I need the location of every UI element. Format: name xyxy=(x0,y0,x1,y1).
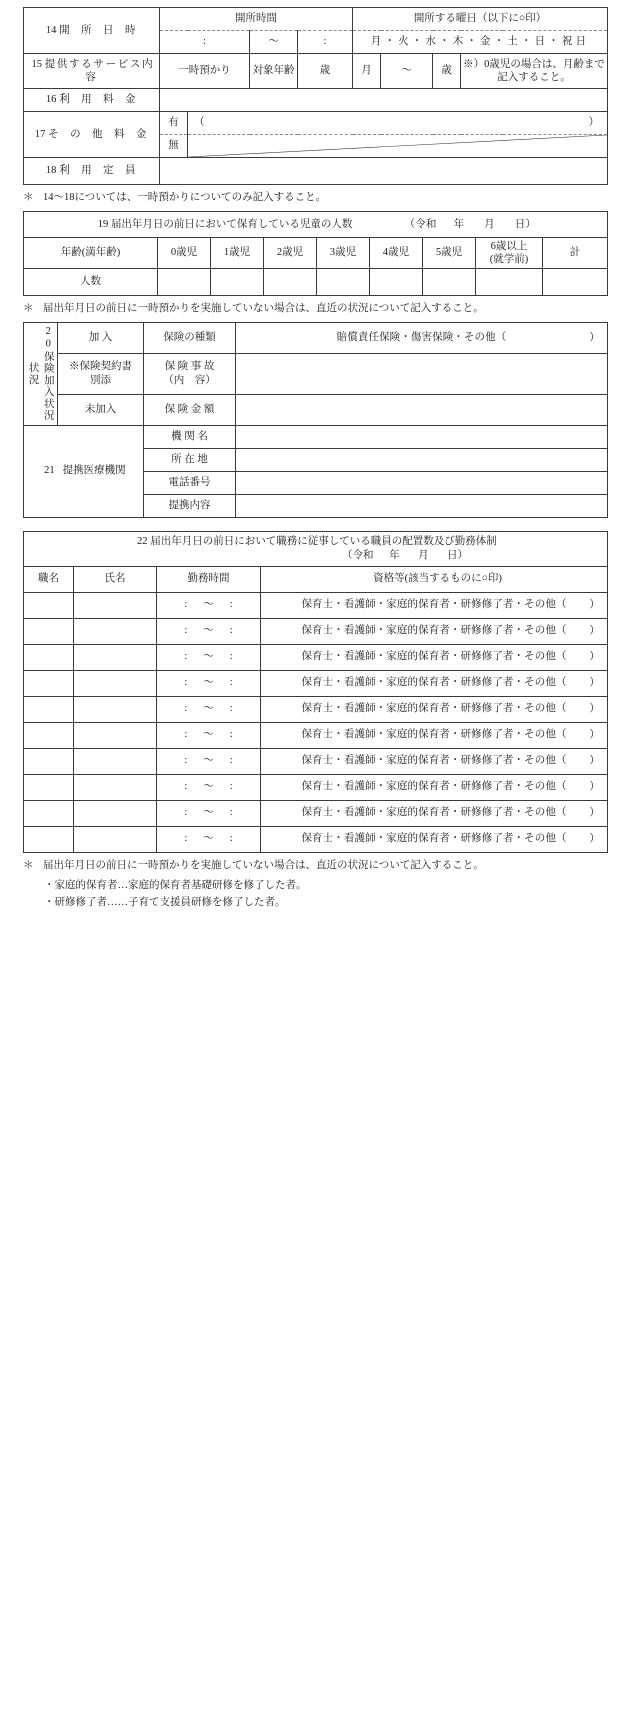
col-total: 計 xyxy=(543,237,608,268)
row-22-title xyxy=(24,531,608,566)
staff-work-hours-cell[interactable] xyxy=(157,592,261,618)
open-time-separator: ～ xyxy=(250,31,298,54)
staff-job-title-cell[interactable] xyxy=(24,826,74,852)
col-work-hours: 勤務時間 xyxy=(157,566,261,592)
target-age-year-from[interactable]: 歳 xyxy=(298,54,353,89)
target-age-label: 対象年齢 xyxy=(250,54,298,89)
staff-work-hours-cell[interactable] xyxy=(157,774,261,800)
staff-qualification-cell[interactable] xyxy=(261,670,608,696)
qualification-options: 保育士・看護師・家庭的保育者・研修修了者・その他（ xyxy=(301,755,567,767)
open-time-end[interactable]: : xyxy=(298,31,353,54)
open-hours-header: 開所時間 xyxy=(160,8,353,31)
other-fee-none-value xyxy=(188,135,608,158)
staff-work-hours-cell[interactable] xyxy=(157,696,261,722)
clinic-address-value[interactable] xyxy=(236,448,608,471)
other-fee-none-label: 無 xyxy=(160,135,188,158)
table-sections-20-21 xyxy=(23,322,608,518)
col-age-4: 4歳児 xyxy=(370,237,423,268)
work-time-separator: ～ xyxy=(203,677,214,689)
qualification-options: 保育士・看護師・家庭的保育者・研修修了者・その他（ xyxy=(301,807,567,819)
qualification-paren-close: ） xyxy=(589,703,600,715)
work-time-start: : xyxy=(184,781,188,793)
staff-qualification-cell[interactable] xyxy=(261,696,608,722)
work-time-start: : xyxy=(184,729,188,741)
insurance-joined-label[interactable]: 加 入 xyxy=(58,322,144,353)
table-row xyxy=(24,696,608,722)
star-icon-2: ＊ xyxy=(23,302,34,314)
work-time-end: : xyxy=(229,781,233,793)
count-age-4[interactable] xyxy=(370,268,423,295)
count-age-2[interactable] xyxy=(264,268,317,295)
table-row xyxy=(24,800,608,826)
staff-job-title-cell[interactable] xyxy=(24,592,74,618)
staff-qualification-cell[interactable] xyxy=(261,722,608,748)
table-row xyxy=(24,826,608,852)
insurance-kind-value[interactable]: 賠償責任保険・傷害保険・その他（ ） xyxy=(236,322,608,353)
qualification-options: 保育士・看護師・家庭的保育者・研修修了者・その他（ xyxy=(301,677,567,689)
count-age-6plus[interactable] xyxy=(476,268,543,295)
qualification-paren-close: ） xyxy=(589,781,600,793)
row-15 xyxy=(24,54,608,89)
col-age-1: 1歳児 xyxy=(211,237,264,268)
staff-name-cell[interactable] xyxy=(74,592,157,618)
qualification-paren-close: ） xyxy=(589,729,600,741)
star-icon: ＊ xyxy=(23,192,34,203)
qualification-options: 保育士・看護師・家庭的保育者・研修修了者・その他（ xyxy=(301,625,567,637)
work-time-end: : xyxy=(229,651,233,663)
staff-qualification-cell[interactable] xyxy=(261,644,608,670)
work-time-end: : xyxy=(229,729,233,741)
work-time-separator: ～ xyxy=(203,807,214,819)
staff-qualification-cell[interactable] xyxy=(261,800,608,826)
target-age-month-from[interactable]: 月 xyxy=(353,54,381,89)
count-total[interactable] xyxy=(543,268,608,295)
clinic-name-value[interactable] xyxy=(236,425,608,448)
paren-open: （ xyxy=(194,117,205,129)
work-time-start: : xyxy=(184,599,188,611)
top-spacer xyxy=(23,0,607,7)
insurance-not-joined-label[interactable]: 未加入 xyxy=(58,394,144,425)
staff-qualification-cell[interactable] xyxy=(261,826,608,852)
staff-work-hours-cell[interactable] xyxy=(157,722,261,748)
table-row xyxy=(24,644,608,670)
work-time-separator: ～ xyxy=(203,703,214,715)
staff-qualification-cell[interactable] xyxy=(261,774,608,800)
open-time-start[interactable]: : xyxy=(160,31,250,54)
table-sections-14-18 xyxy=(23,7,608,185)
work-time-start: : xyxy=(184,703,188,715)
work-time-separator: ～ xyxy=(203,755,214,767)
work-time-separator: ～ xyxy=(203,651,214,663)
clinic-address-label: 所 在 地 xyxy=(144,448,236,471)
table-row xyxy=(24,748,608,774)
insurance-accident-label: 保 険 事 故 （内 容） xyxy=(144,353,236,394)
work-time-end: : xyxy=(229,677,233,689)
row-20-kind xyxy=(24,322,608,353)
qualification-options: 保育士・看護師・家庭的保育者・研修修了者・その他（ xyxy=(301,703,567,715)
qualification-options: 保育士・看護師・家庭的保育者・研修修了者・その他（ xyxy=(301,781,567,793)
paren-close: ） xyxy=(588,117,600,129)
work-time-separator: ～ xyxy=(203,729,214,741)
row-14-header xyxy=(24,8,608,31)
row-22-columns xyxy=(24,566,608,592)
star-icon-3: ＊ xyxy=(23,859,34,871)
count-row-label: 人数 xyxy=(24,268,158,295)
staff-job-title-cell[interactable] xyxy=(24,800,74,826)
service-type-value[interactable]: 一時預かり xyxy=(160,54,250,89)
usage-fee-value[interactable] xyxy=(160,89,608,112)
staff-job-title-cell[interactable] xyxy=(24,774,74,800)
label-18: 18 利 用 定 員 xyxy=(24,158,160,185)
clinic-phone-label: 電話番号 xyxy=(144,471,236,494)
qualification-options: 保育士・看護師・家庭的保育者・研修修了者・その他（ xyxy=(301,599,567,611)
count-age-5[interactable] xyxy=(423,268,476,295)
label-20-col-b: 20保険加入状況 xyxy=(42,325,54,422)
staff-name-cell[interactable] xyxy=(74,722,157,748)
staff-name-cell[interactable] xyxy=(74,644,157,670)
count-age-1[interactable] xyxy=(211,268,264,295)
work-time-start: : xyxy=(184,807,188,819)
row-20-accident xyxy=(24,353,608,394)
count-age-3[interactable] xyxy=(317,268,370,295)
clinic-content-value[interactable] xyxy=(236,494,608,517)
staff-work-hours-cell[interactable] xyxy=(157,644,261,670)
work-time-start: : xyxy=(184,651,188,663)
label-14: 14 開 所 日 時 xyxy=(24,8,160,54)
table-row xyxy=(24,618,608,644)
work-time-end: : xyxy=(229,599,233,611)
table-section-22 xyxy=(23,531,608,853)
work-time-separator: ～ xyxy=(203,625,214,637)
staff-name-cell[interactable] xyxy=(74,618,157,644)
col-job-title: 職名 xyxy=(24,566,74,592)
note-3: ＊ 届出年月日の前日に一時預かりを実施していない場合は、直近の状況について記入すること。 xyxy=(23,858,607,874)
other-fee-has-value[interactable] xyxy=(188,112,608,135)
work-time-separator: ～ xyxy=(203,599,214,611)
note-3-sub-2: ・研修修了者……子育て支援員研修を修了した者。 xyxy=(44,896,286,908)
clinic-content-label: 提携内容 xyxy=(144,494,236,517)
row-16 xyxy=(24,89,608,112)
work-time-end: : xyxy=(229,833,233,845)
table-row xyxy=(24,774,608,800)
work-time-start: : xyxy=(184,625,188,637)
staff-job-title-cell[interactable] xyxy=(24,670,74,696)
note-1: ＊ 14～18については、一時預かりについてのみ記入すること。 xyxy=(23,190,607,206)
work-time-start: : xyxy=(184,755,188,767)
insurance-accident-value[interactable] xyxy=(236,353,608,394)
qualification-paren-close: ） xyxy=(589,677,600,689)
row-21-org-name xyxy=(24,425,608,448)
staff-name-cell[interactable] xyxy=(74,748,157,774)
target-age-range-sep: ～ xyxy=(381,54,433,89)
insurance-kind-label: 保険の種類 xyxy=(144,322,236,353)
label-21: 21 提携医療機関 xyxy=(24,425,144,517)
staff-job-title-cell[interactable] xyxy=(24,722,74,748)
row-20-amount xyxy=(24,394,608,425)
staff-work-hours-cell[interactable] xyxy=(157,748,261,774)
qualification-options: 保育士・看護師・家庭的保育者・研修修了者・その他（ xyxy=(301,651,567,663)
col-age-5: 5歳児 xyxy=(423,237,476,268)
staff-job-title-cell[interactable] xyxy=(24,748,74,774)
spacer-before-22 xyxy=(23,518,607,531)
qualification-paren-close: ） xyxy=(589,755,600,767)
staff-name-cell[interactable] xyxy=(74,774,157,800)
staff-job-title-cell[interactable] xyxy=(24,696,74,722)
col-age-3: 3歳児 xyxy=(317,237,370,268)
work-time-start: : xyxy=(184,833,188,845)
qualification-paren-close: ） xyxy=(589,651,600,663)
age-row-header: 年齢(満年齢) xyxy=(24,237,158,268)
staff-name-cell[interactable] xyxy=(74,696,157,722)
capacity-value[interactable] xyxy=(160,158,608,185)
work-time-end: : xyxy=(229,703,233,715)
note-2: ＊ 届出年月日の前日に一時預かりを実施していない場合は、直近の状況について記入すること。 xyxy=(23,301,607,317)
other-fee-has-label: 有 xyxy=(160,112,188,135)
insurance-kind-paren-close: ） xyxy=(589,331,600,343)
staff-name-cell[interactable] xyxy=(74,800,157,826)
label-20-col-a: 状況 xyxy=(27,361,39,386)
row-19-columns xyxy=(24,237,608,268)
row-19-counts xyxy=(24,268,608,295)
label-16: 16 利 用 料 金 xyxy=(24,89,160,112)
staff-work-hours-cell[interactable] xyxy=(157,826,261,852)
staff-work-hours-cell[interactable] xyxy=(157,800,261,826)
note-3-sub-1: ・家庭的保育者…家庭的保育者基礎研修を修了した者。 xyxy=(44,880,307,892)
work-time-end: : xyxy=(229,755,233,767)
label-17: 17 そ の 他 料 金 xyxy=(24,112,160,158)
insurance-amount-value[interactable] xyxy=(236,394,608,425)
col-age-2: 2歳児 xyxy=(264,237,317,268)
col-qualification: 資格等(該当するものに○印) xyxy=(261,566,608,592)
qualification-options: 保育士・看護師・家庭的保育者・研修修了者・その他（ xyxy=(301,833,567,845)
staff-name-cell[interactable] xyxy=(74,670,157,696)
section-22-title-cell: 22 届出年月日の前日において職務に従事している職員の配置数及び勤務体制 （令和 年 月 日） xyxy=(24,531,608,566)
label-20-vertical xyxy=(24,322,58,425)
section-19-title-cell: 19 届出年月日の前日において保育している児童の人数 （令和 年 月 日） xyxy=(24,211,608,237)
work-time-separator: ～ xyxy=(203,833,214,845)
work-time-end: : xyxy=(229,807,233,819)
qualification-paren-close: ） xyxy=(589,599,600,611)
section-22-date: （令和 年 月 日） xyxy=(342,549,468,561)
qualification-paren-close: ） xyxy=(589,833,600,845)
staff-name-cell[interactable] xyxy=(74,826,157,852)
qualification-paren-close: ） xyxy=(589,625,600,637)
target-age-year-to[interactable]: 歳 xyxy=(433,54,461,89)
col-age-0: 0歳児 xyxy=(158,237,211,268)
insurance-contract-note: ※保険契約書 別添 xyxy=(58,353,144,394)
qualification-paren-close: ） xyxy=(589,807,600,819)
label-15: 15 提供するサービス内容 xyxy=(24,54,160,89)
col-age-6plus: 6歳以上 (就学前) xyxy=(476,237,543,268)
staff-job-title-cell[interactable] xyxy=(24,618,74,644)
staff-work-hours-cell[interactable] xyxy=(157,670,261,696)
clinic-name-label: 機 関 名 xyxy=(144,425,236,448)
clinic-phone-value[interactable] xyxy=(236,471,608,494)
staff-qualification-cell[interactable] xyxy=(261,618,608,644)
open-weekdays[interactable]: 月・火・水・木・金・土・日・祝日 xyxy=(353,31,608,54)
table-row xyxy=(24,670,608,696)
staff-work-hours-cell[interactable] xyxy=(157,618,261,644)
count-age-0[interactable] xyxy=(158,268,211,295)
row-19-title xyxy=(24,211,608,237)
insurance-amount-label: 保 険 金 額 xyxy=(144,394,236,425)
work-time-separator: ～ xyxy=(203,781,214,793)
table-row xyxy=(24,592,608,618)
staff-job-title-cell[interactable] xyxy=(24,644,74,670)
form-sheet xyxy=(23,0,607,911)
qualification-options: 保育士・看護師・家庭的保育者・研修修了者・その他（ xyxy=(301,729,567,741)
row-18 xyxy=(24,158,608,185)
work-time-start: : xyxy=(184,677,188,689)
work-time-end: : xyxy=(229,625,233,637)
row-17-has xyxy=(24,112,608,135)
open-days-header: 開所する曜日（以下に○印） xyxy=(353,8,608,31)
col-staff-name: 氏名 xyxy=(74,566,157,592)
table-section-19 xyxy=(23,211,608,296)
staff-rows-body xyxy=(24,592,608,852)
age-note: ※）0歳児の場合は、月齢まで記入すること。 xyxy=(461,54,608,89)
staff-qualification-cell[interactable] xyxy=(261,592,608,618)
table-row xyxy=(24,722,608,748)
staff-qualification-cell[interactable] xyxy=(261,748,608,774)
